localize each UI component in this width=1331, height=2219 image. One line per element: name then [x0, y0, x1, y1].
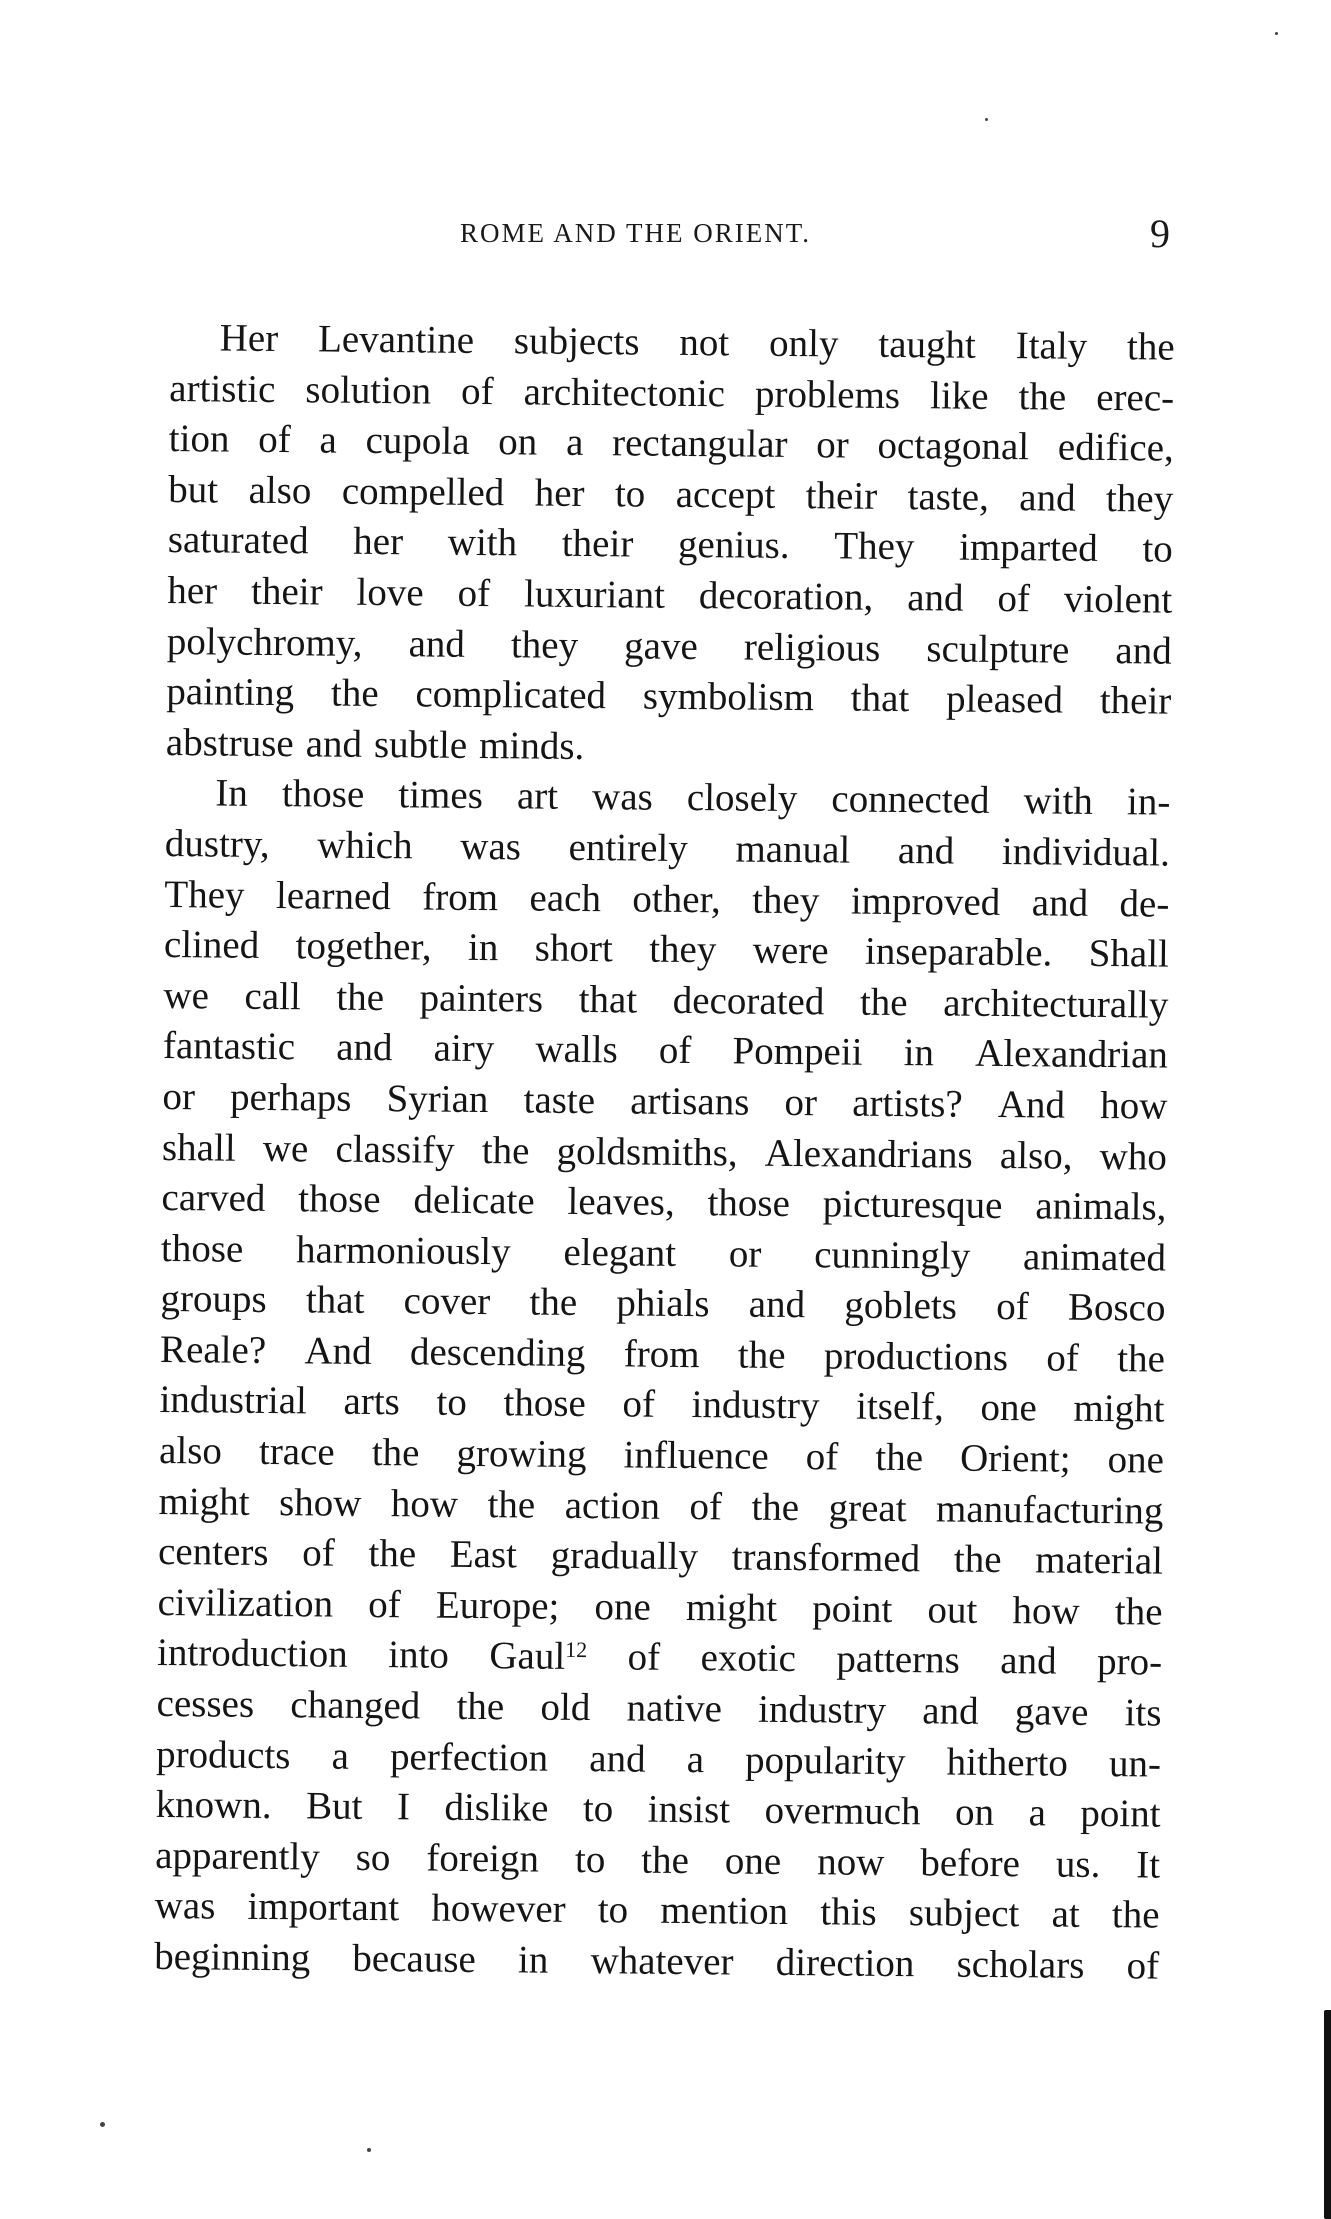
word: arts	[343, 1380, 401, 1424]
word: taste	[523, 1078, 596, 1123]
word: direction	[775, 1940, 915, 1986]
word: to	[614, 472, 646, 516]
word: their	[1099, 679, 1172, 723]
word: other,	[632, 876, 721, 921]
word: might	[158, 1479, 250, 1524]
word: that	[578, 977, 638, 1022]
word: carved	[161, 1176, 266, 1221]
word: that	[850, 676, 910, 721]
word: short	[534, 926, 613, 971]
word: the	[481, 1128, 530, 1172]
word: polychromy,	[166, 619, 363, 665]
word: imparted	[958, 525, 1098, 571]
word: solution	[305, 367, 432, 413]
word: industrial	[159, 1378, 308, 1423]
word: decoration,	[698, 574, 874, 619]
word: of	[622, 1382, 656, 1427]
word: of	[368, 1582, 401, 1627]
text-line	[154, 1932, 1159, 1992]
word: important	[247, 1885, 400, 1930]
word: animated	[1022, 1234, 1167, 1280]
word: of	[658, 1029, 692, 1073]
word: centers	[157, 1530, 269, 1575]
word: phials	[616, 1281, 710, 1326]
word: complicated	[415, 672, 607, 718]
word: each	[529, 876, 602, 920]
text-line	[162, 1072, 1167, 1132]
word: In	[215, 771, 249, 816]
word: at	[1051, 1892, 1080, 1937]
word: leaves,	[567, 1179, 675, 1224]
word: to	[582, 1787, 614, 1831]
word: one	[1107, 1438, 1165, 1482]
word: we	[262, 1126, 309, 1170]
scan-speck	[1275, 32, 1278, 35]
word: those	[503, 1381, 587, 1426]
word: taught	[878, 322, 977, 367]
word: inseparable.	[864, 929, 1053, 975]
word: I	[396, 1785, 411, 1829]
word: scholars	[956, 1942, 1085, 1987]
word: and	[589, 1736, 646, 1781]
word: growing	[456, 1431, 587, 1477]
word: beginning	[154, 1934, 311, 1980]
word: exotic	[700, 1636, 797, 1681]
word: and	[897, 828, 955, 873]
word: Levantine	[317, 317, 475, 362]
word: one	[724, 1839, 782, 1883]
word: how	[1012, 1588, 1080, 1633]
scan-speck	[367, 2148, 371, 2152]
word: into	[388, 1633, 450, 1678]
word: subtle	[373, 722, 468, 767]
word: of	[689, 1484, 723, 1529]
word: its	[1124, 1691, 1162, 1735]
word: those	[160, 1226, 244, 1271]
word: of	[302, 1531, 335, 1575]
word: and	[1031, 880, 1089, 925]
word: Orient;	[959, 1436, 1071, 1481]
word: gave	[1014, 1690, 1089, 1734]
word: and	[408, 621, 466, 666]
word: the	[641, 1838, 690, 1882]
word: those	[281, 772, 365, 817]
word: introduction	[156, 1631, 348, 1677]
word: which	[317, 823, 413, 868]
word: together,	[295, 924, 432, 969]
word: rectangular	[611, 421, 788, 467]
word: elegant	[563, 1230, 677, 1275]
word: material	[1035, 1538, 1164, 1583]
word: Pompeii	[732, 1029, 863, 1074]
word: edifice,	[1057, 425, 1174, 470]
word: octagonal	[877, 423, 1030, 469]
word: dustry,	[164, 821, 270, 866]
word: of	[805, 1435, 839, 1479]
word: her	[167, 568, 218, 613]
word: the	[737, 1333, 786, 1377]
word: changed	[290, 1683, 421, 1728]
word: itself,	[855, 1385, 945, 1429]
word: in	[517, 1938, 549, 1982]
word: the	[487, 1482, 536, 1527]
word: But	[305, 1784, 363, 1829]
word: artistic	[169, 366, 276, 411]
word: East	[449, 1532, 518, 1577]
word: whatever	[590, 1939, 734, 1984]
word: a	[319, 418, 338, 462]
word: with	[447, 521, 518, 565]
word: they	[510, 622, 579, 667]
word: cover	[403, 1279, 491, 1324]
word: they	[649, 927, 717, 972]
word: connected	[831, 777, 990, 823]
text-line	[167, 617, 1172, 677]
word: fantastic	[162, 1024, 296, 1069]
word: cesses	[156, 1681, 255, 1726]
word: Alexandrians	[764, 1131, 973, 1177]
word: native	[626, 1686, 723, 1731]
running-head: ROME AND THE ORIENT.	[460, 218, 811, 248]
word: influence	[623, 1433, 769, 1478]
word: industry	[691, 1383, 820, 1428]
word: Bosco	[1067, 1285, 1166, 1330]
word: on	[498, 420, 538, 464]
word: their	[805, 473, 878, 518]
word: action	[564, 1483, 661, 1528]
word: entirely	[568, 825, 688, 870]
word: how	[1099, 1083, 1168, 1128]
text-line	[169, 414, 1174, 474]
word: were	[752, 928, 829, 973]
word: was	[460, 824, 522, 869]
word: the	[1126, 325, 1175, 369]
word: of	[457, 571, 491, 616]
word: descending	[409, 1330, 586, 1375]
word: violent	[1063, 577, 1173, 622]
word: they	[1105, 476, 1174, 521]
word: her	[353, 520, 404, 564]
word: might	[1073, 1387, 1165, 1432]
word: and	[907, 576, 964, 620]
word: was	[591, 775, 654, 819]
word: They	[834, 524, 915, 569]
word: artisans	[630, 1079, 750, 1124]
word: delicate	[413, 1178, 535, 1223]
word: problems	[754, 372, 901, 417]
page-number: 9	[1150, 211, 1170, 256]
word: gradually	[550, 1533, 699, 1579]
word: foreign	[426, 1836, 540, 1881]
word: however	[431, 1886, 566, 1932]
word: a	[565, 420, 584, 465]
word: and	[305, 722, 363, 766]
word: manual	[735, 827, 851, 872]
word: of	[258, 418, 291, 462]
word: the	[371, 1431, 420, 1475]
scan-speck	[100, 2122, 105, 2127]
word: to	[574, 1837, 606, 1882]
word: the	[1018, 374, 1067, 419]
word: airy	[433, 1026, 495, 1071]
word: goldsmiths,	[556, 1129, 738, 1174]
word: with	[1023, 779, 1094, 824]
word: industry	[757, 1687, 887, 1732]
word: Gaul$^{12}$	[489, 1634, 588, 1679]
word: painting	[166, 670, 295, 715]
word: Her	[219, 316, 279, 361]
word: saturated	[167, 518, 309, 563]
word: Reale?	[159, 1327, 267, 1372]
word: perfection	[389, 1734, 549, 1780]
word: the	[336, 975, 385, 1019]
word: trace	[258, 1429, 335, 1474]
word: architecturally	[942, 981, 1169, 1027]
word: mention	[660, 1889, 789, 1934]
word: from	[422, 874, 499, 919]
word: and	[922, 1689, 979, 1733]
word: and	[748, 1282, 806, 1327]
word: the	[953, 1537, 1002, 1582]
word: of	[996, 1285, 1029, 1329]
word: classify	[335, 1127, 455, 1172]
word: symbolism	[642, 674, 815, 720]
word: compelled	[341, 469, 505, 514]
word: out	[927, 1588, 978, 1632]
word: groups	[160, 1277, 267, 1322]
word: civilization	[157, 1580, 334, 1626]
word: the	[1114, 1589, 1163, 1634]
text-line	[164, 920, 1169, 980]
word: in-	[1126, 780, 1171, 824]
word: but	[168, 467, 219, 512]
word: erec-	[1096, 375, 1175, 420]
word: taste,	[907, 474, 990, 519]
word: cupola	[365, 419, 470, 464]
word: how	[390, 1481, 459, 1526]
word: now	[816, 1840, 885, 1884]
word: a	[1028, 1791, 1047, 1835]
word: popularity	[744, 1738, 906, 1783]
word: in	[903, 1031, 935, 1075]
word: dislike	[444, 1785, 549, 1830]
word: to	[436, 1381, 468, 1425]
word: one	[594, 1584, 652, 1629]
word: point	[811, 1587, 893, 1631]
word: subjects	[513, 319, 640, 364]
word: hitherto	[946, 1740, 1069, 1785]
word: known.	[155, 1783, 272, 1828]
word: Europe;	[435, 1583, 560, 1628]
word: or	[162, 1074, 196, 1119]
word: un-	[1108, 1741, 1162, 1786]
word: love	[356, 570, 424, 615]
word: the	[529, 1280, 578, 1325]
word: or	[816, 423, 849, 467]
word: one	[980, 1386, 1038, 1430]
word: gave	[623, 623, 699, 668]
body-text	[154, 313, 1175, 1992]
word: call	[244, 974, 302, 1019]
word: goblets	[844, 1283, 958, 1328]
word: accept	[675, 472, 776, 517]
word: also,	[999, 1133, 1073, 1178]
word: animals,	[1035, 1184, 1167, 1229]
word: the	[859, 980, 908, 1024]
word: those	[298, 1177, 381, 1222]
word: those	[707, 1181, 791, 1226]
word: us.	[1055, 1842, 1101, 1886]
word: and	[336, 1025, 393, 1070]
word: Alexandrian	[974, 1032, 1169, 1077]
word: who	[1099, 1134, 1168, 1179]
word: a	[686, 1737, 705, 1781]
word: religious	[743, 625, 881, 670]
word: a	[331, 1734, 350, 1778]
word: we	[163, 973, 210, 1018]
word: the	[1111, 1893, 1160, 1937]
word: the	[1117, 1337, 1166, 1381]
word: of	[997, 576, 1031, 621]
paragraph-2	[154, 768, 1171, 1992]
word: architectonic	[523, 369, 726, 415]
word: their	[250, 569, 323, 614]
word: pleased	[945, 677, 1064, 722]
word: not	[679, 320, 730, 365]
word: improved	[850, 879, 1001, 924]
word: of	[627, 1635, 661, 1680]
word: Shall	[1088, 931, 1170, 976]
text-line	[156, 1679, 1161, 1739]
paragraph-1	[166, 313, 1175, 778]
text-line	[165, 768, 1170, 828]
word: might	[685, 1585, 778, 1630]
word: her	[534, 471, 585, 515]
word: harmoniously	[295, 1227, 511, 1273]
word: picturesque	[822, 1182, 1003, 1228]
word: minds.	[478, 723, 585, 768]
scan-edge-shadow	[1324, 2010, 1331, 2219]
word: great	[828, 1486, 907, 1530]
word: times	[398, 773, 484, 818]
word: and	[1115, 628, 1172, 673]
word: from	[623, 1332, 700, 1377]
word: to	[597, 1888, 629, 1932]
word: art	[516, 774, 559, 819]
word: clined	[163, 923, 260, 968]
word: pro-	[1096, 1640, 1163, 1685]
word: walls	[535, 1027, 618, 1072]
word: their	[561, 522, 634, 566]
word: It	[1136, 1843, 1161, 1887]
word: to	[1142, 527, 1173, 572]
word: of	[1126, 1944, 1160, 1988]
word: show	[278, 1480, 362, 1525]
word: or	[728, 1232, 762, 1276]
word: or	[784, 1080, 818, 1125]
word: they	[752, 878, 820, 922]
word: apparently	[154, 1833, 320, 1879]
word: the	[875, 1435, 924, 1480]
word: decorated	[672, 978, 825, 1024]
word: that	[305, 1278, 365, 1323]
word: And	[997, 1082, 1066, 1127]
word: only	[768, 321, 839, 366]
word: tion	[168, 417, 230, 461]
word: of	[460, 369, 494, 413]
word: of	[1046, 1336, 1080, 1380]
word: Syrian	[386, 1077, 489, 1121]
word: and	[1019, 475, 1076, 520]
word: perhaps	[229, 1075, 352, 1120]
word: was	[154, 1884, 216, 1928]
word: They	[164, 872, 245, 917]
word: closely	[686, 776, 798, 821]
word: individual.	[1001, 829, 1171, 875]
word: point	[1080, 1792, 1161, 1836]
word: old	[540, 1685, 591, 1730]
word: transformed	[731, 1535, 921, 1581]
word: the	[456, 1684, 505, 1729]
word: genius.	[677, 523, 790, 568]
word: painters	[419, 976, 544, 1021]
word: on	[954, 1790, 995, 1835]
word: shall	[161, 1125, 236, 1170]
word: sculpture	[926, 626, 1070, 672]
footnote-marker[interactable]: 12	[565, 1637, 588, 1663]
word: manufacturing	[935, 1487, 1164, 1533]
word: the	[751, 1485, 800, 1529]
word: subject	[908, 1891, 1020, 1936]
word: products	[155, 1732, 291, 1777]
word: productions	[823, 1334, 1009, 1379]
scan-speck	[985, 118, 988, 121]
word: like	[929, 373, 989, 418]
word: patterns	[836, 1637, 961, 1683]
word: cunningly	[814, 1232, 971, 1278]
word: learned	[275, 873, 391, 918]
word: in	[467, 926, 499, 970]
word: the	[368, 1532, 417, 1576]
word: abstruse	[165, 720, 294, 765]
word: And	[304, 1329, 372, 1373]
word: because	[352, 1936, 477, 1982]
word: de-	[1119, 881, 1170, 926]
word: before	[920, 1841, 1021, 1886]
word: insist	[647, 1787, 731, 1832]
word: and	[1000, 1639, 1057, 1684]
word: so	[355, 1835, 391, 1879]
word: also	[248, 468, 312, 513]
text-line	[160, 1325, 1165, 1385]
word: the	[330, 671, 379, 716]
word: artists?	[852, 1081, 963, 1126]
word: this	[820, 1890, 877, 1935]
word: Italy	[1015, 324, 1088, 368]
word: also	[158, 1429, 223, 1473]
word: overmuch	[764, 1788, 921, 1834]
word: luxuriant	[523, 572, 666, 617]
